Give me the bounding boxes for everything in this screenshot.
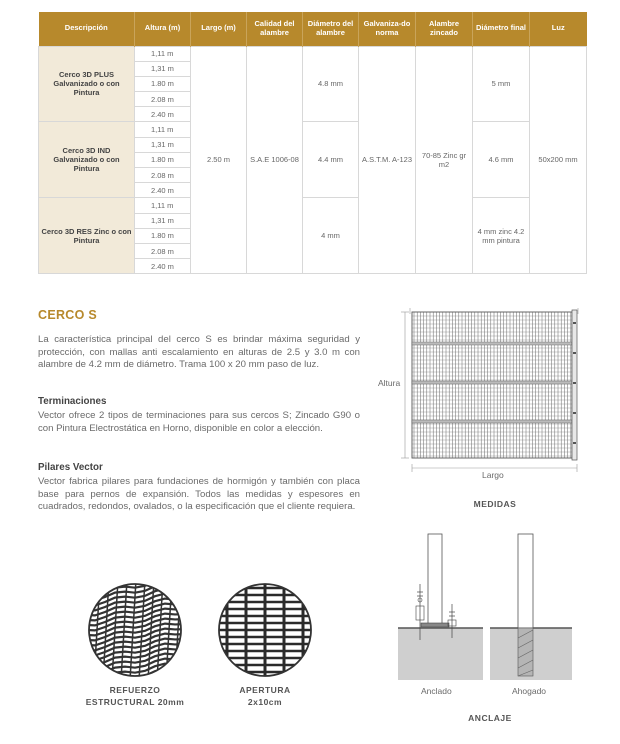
diam-final-cell: 4 mm zinc 4.2 mm pintura [473,198,530,274]
anclaje-diagram [398,530,598,685]
diam-alambre-cell: 4.4 mm [303,122,359,198]
desc-cell: Cerco 3D IND Galvanizado o con Pintura [39,122,135,198]
header-diametro-alambre: Diámetro del alambre [303,12,359,46]
header-diametro-final: Diámetro final [473,12,530,46]
anclado-label: Anclado [421,686,452,696]
table-row [39,122,587,137]
height-cell: 1,11 m [135,198,191,213]
height-cell: 1,31 m [135,61,191,76]
diam-final-cell: 5 mm [473,46,530,122]
terminaciones-paragraph: Vector ofrece 2 tipos de terminaciones para sus cercos S; Zincado G90 o con Pintura Electrostática en Horno, disponible en color a elección. [38,410,360,434]
calidad-cell: S.A.E 1006-08 [247,46,303,274]
medidas-caption: MEDIDAS [473,499,517,509]
height-cell: 2.08 m [135,168,191,183]
height-cell: 1.80 m [135,152,191,167]
height-cell: 2.08 m [135,92,191,107]
apertura-mesh-circle [215,580,315,680]
height-cell: 1,11 m [135,122,191,137]
header-altura: Altura (m) [135,12,191,46]
diam-final-cell: 4.6 mm [473,122,530,198]
largo-cell: 2.50 m [191,46,247,274]
pilares-heading: Pilares Vector [38,462,103,473]
refuerzo-caption-line2: ESTRUCTURAL 20mm [85,697,185,707]
intro-paragraph: La característica principal del cerco S es brindar máxima seguridad y protección, con mallas anti escalamiento en alturas de 2.5 y 3.0 m con alambre de 4.2 mm de diámetro. Trama 100 x 20 mm paso de luz. [38,334,360,371]
anclaje-caption: ANCLAJE [468,713,512,723]
height-cell: 1.80 m [135,76,191,91]
largo-label: Largo [482,470,504,480]
header-alambre-zincado: Alambre zincado [416,12,473,46]
height-cell: 2.40 m [135,183,191,198]
height-cell: 1,31 m [135,213,191,228]
refuerzo-caption-line1: REFUERZO [109,685,161,695]
header-luz: Luz [530,12,587,46]
height-cell: 1.80 m [135,228,191,243]
height-cell: 2.40 m [135,259,191,274]
ahogado-drawing [490,534,572,680]
apertura-caption-line2: 2x10cm [247,697,283,707]
luz-cell: 50x200 mm [530,46,587,274]
apertura-caption-line1: APERTURA [239,685,291,695]
altura-label: Altura [378,378,401,388]
header-descripcion: Descripción [39,12,135,46]
desc-cell: Cerco 3D PLUS Galvanizado o con Pintura [39,46,135,122]
section-title: CERCO S [38,308,98,322]
spec-table [38,12,587,274]
height-cell: 2.08 m [135,243,191,258]
header-galvanizado: Galvaniza-do norma [359,12,416,46]
header-largo: Largo (m) [191,12,247,46]
anclado-drawing [398,534,483,680]
height-cell: 1,31 m [135,137,191,152]
table-row [39,46,587,61]
refuerzo-mesh-circle [85,580,185,680]
alambre-zincado-cell: 70-85 Zinc gr m2 [416,46,473,274]
height-cell: 1,11 m [135,46,191,61]
diam-alambre-cell: 4 mm [303,198,359,274]
ahogado-label: Ahogado [512,686,547,696]
pilares-paragraph: Vector fabrica pilares para fundaciones de hormigón y también con placa base para pernos de expansión. Todos las medidas y espesores en cuadrados, redondos, ovalados, o la especificación que el cliente requiera. [38,476,360,513]
diam-alambre-cell: 4.8 mm [303,46,359,122]
table-row [39,198,587,213]
table-header-row [39,12,587,46]
height-cell: 2.40 m [135,107,191,122]
header-calidad: Calidad del alambre [247,12,303,46]
terminaciones-heading: Terminaciones [38,396,107,407]
galvanizado-cell: A.S.T.M. A-123 [359,46,416,274]
desc-cell: Cerco 3D RES Zinc o con Pintura [39,198,135,274]
fence-elevation-diagram [375,302,590,482]
